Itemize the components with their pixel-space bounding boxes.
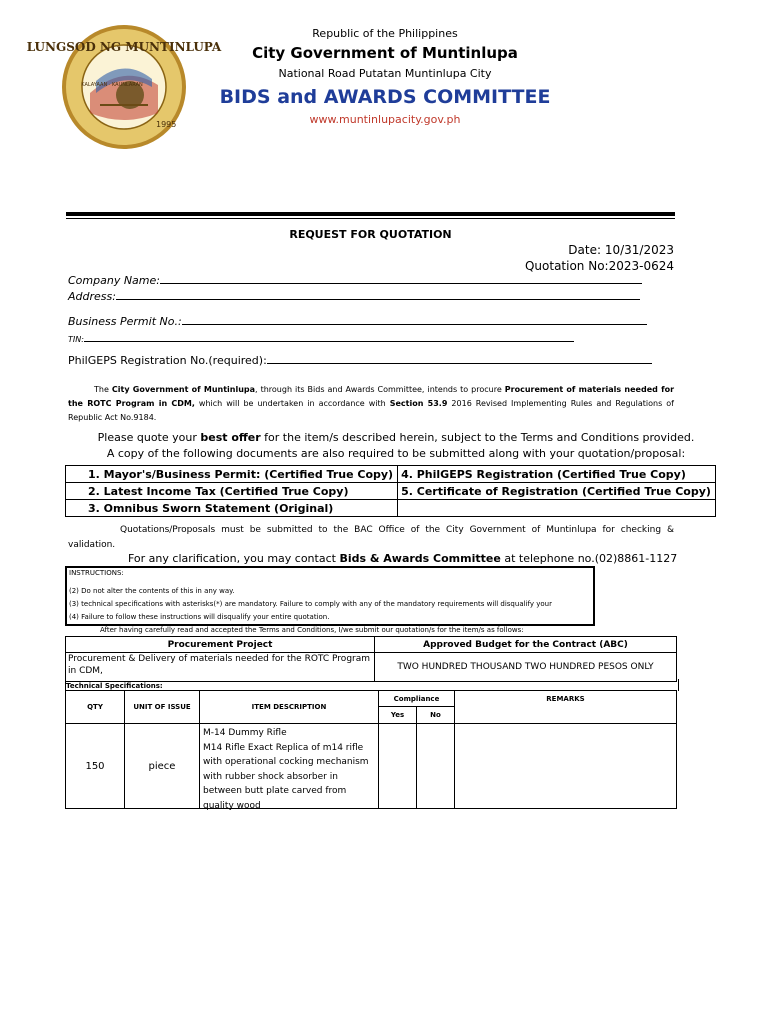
philgeps-label: PhilGEPS Registration No.(required): bbox=[68, 354, 267, 367]
document-item: 2. Latest Income Tax (Certified True Copy) bbox=[66, 483, 398, 500]
compliance-yes-cell[interactable] bbox=[379, 724, 417, 809]
document-item bbox=[398, 500, 716, 517]
svg-text:LUNGSOD NG MUNTINLUPA: LUNGSOD NG MUNTINLUPA bbox=[26, 40, 222, 54]
business-permit-label: Business Permit No.: bbox=[68, 315, 182, 328]
item-description bbox=[200, 724, 379, 809]
description-line: quality wood bbox=[203, 800, 261, 811]
documents-row bbox=[66, 500, 716, 517]
instruction-item: (2) Do not alter the contents of this in any way. bbox=[69, 587, 235, 595]
address-label: Address: bbox=[68, 290, 116, 303]
header-country: Republic of the Philippines bbox=[312, 27, 458, 40]
description-line: M-14 Dummy Rifle bbox=[203, 728, 287, 738]
tin-label: TIN: bbox=[68, 335, 84, 344]
agreement-note: After having carefully read and accepted the Terms and Conditions, I/we submit our quotation/s for the item/s as follows: bbox=[100, 626, 524, 634]
instructions-box bbox=[65, 566, 595, 626]
best-offer-note: Please quote your best offer for the item/s described herein, subject to the Terms and Conditions provided. bbox=[97, 431, 695, 444]
business-permit-field[interactable] bbox=[68, 315, 647, 328]
technical-specifications-table bbox=[65, 690, 677, 809]
procurement-project-value: Procurement & Delivery of materials needed for the ROTC Program in CDM, bbox=[66, 653, 375, 682]
document-item: 5. Certificate of Registration (Certified True Copy) bbox=[398, 483, 716, 500]
city-seal-logo bbox=[26, 23, 222, 151]
header-address: National Road Putatan Muntinlupa City bbox=[278, 67, 492, 80]
description-header: ITEM DESCRIPTION bbox=[200, 691, 379, 724]
abc-value: TWO HUNDRED THOUSAND TWO HUNDRED PESOS ONLY bbox=[375, 653, 677, 682]
remarks-header: REMARKS bbox=[455, 691, 677, 724]
technical-specifications-label: Technical Specifications: bbox=[66, 682, 163, 690]
compliance-yes-header: Yes bbox=[379, 707, 417, 724]
instruction-item: (4) Failure to follow these instructions will disqualify your entire quotation. bbox=[69, 613, 330, 621]
rfq-title: REQUEST FOR QUOTATION bbox=[289, 228, 452, 241]
procurement-project-header: Procurement Project bbox=[66, 637, 375, 653]
documents-row bbox=[66, 483, 716, 500]
header-committee: BIDS and AWARDS COMMITTEE bbox=[219, 86, 551, 108]
compliance-no-cell[interactable] bbox=[417, 724, 455, 809]
header-divider-thin bbox=[66, 218, 675, 219]
description-line: with operational cocking mechanism bbox=[203, 757, 369, 767]
compliance-no-header: No bbox=[417, 707, 455, 724]
abc-header: Approved Budget for the Contract (ABC) bbox=[375, 637, 677, 653]
required-documents-table bbox=[65, 465, 716, 517]
rfq-date: Date: 10/31/2023 bbox=[568, 243, 674, 257]
instruction-item: (3) technical specifications with asterisks(*) are mandatory. Failure to comply with any of the mandatory requirements will disqualify your bbox=[69, 600, 552, 608]
document-item: 3. Omnibus Sworn Statement (Original) bbox=[66, 500, 398, 517]
company-name-label: Company Name: bbox=[68, 274, 160, 287]
description-line: with rubber shock absorber in bbox=[203, 771, 338, 782]
description-line: between butt plate carved from bbox=[203, 786, 347, 796]
submission-note: Quotations/Proposals must be submitted to the BAC Office of the City Government of Muntinlupa for checking & validation. bbox=[68, 525, 674, 550]
philgeps-field[interactable] bbox=[68, 354, 652, 367]
description-line: M14 Rifle Exact Replica of m14 rifle bbox=[203, 742, 364, 753]
documents-required-note: A copy of the following documents are also required to be submitted along with your quotation/proposal: bbox=[106, 447, 686, 460]
clarification-note: For any clarification, you may contact Bids & Awards Committee at telephone no.(02)8861-1127 bbox=[128, 552, 678, 565]
remarks-cell[interactable] bbox=[455, 724, 677, 809]
table-row bbox=[66, 724, 677, 809]
qty-header: QTY bbox=[66, 691, 125, 724]
svg-text:1995: 1995 bbox=[156, 120, 177, 129]
address-field[interactable] bbox=[68, 290, 640, 303]
header-website-link[interactable]: www.muntinlupacity.gov.ph bbox=[309, 113, 461, 126]
header-city-government: City Government of Muntinlupa bbox=[252, 44, 518, 62]
item-unit: piece bbox=[125, 724, 200, 809]
instructions-title: INSTRUCTIONS: bbox=[69, 569, 124, 577]
procurement-table bbox=[65, 636, 677, 682]
documents-row bbox=[66, 466, 716, 483]
unit-header: UNIT OF ISSUE bbox=[125, 691, 200, 724]
item-qty: 150 bbox=[66, 724, 125, 809]
svg-text:KALAYAAN · KAUNLARAN: KALAYAAN · KAUNLARAN bbox=[81, 82, 143, 88]
header-divider bbox=[66, 212, 675, 216]
compliance-header: Compliance bbox=[379, 691, 455, 707]
document-item: 4. PhilGEPS Registration (Certified True Copy) bbox=[398, 466, 716, 483]
company-name-field[interactable] bbox=[68, 274, 642, 287]
rfq-quotation-number: Quotation No:2023-0624 bbox=[524, 259, 674, 273]
intro-paragraph: The City Government of Muntinlupa, through its Bids and Awards Committee, intends to procure Procurement of materials needed for the ROTC Program in CDM, which will be undertaken in accordance with Section 53.9 2016 Revised Implementing Rules and Regulations of Republic Act No.9184. bbox=[68, 385, 675, 422]
tin-field[interactable] bbox=[68, 335, 574, 344]
document-item: 1. Mayor's/Business Permit: (Certified True Copy) bbox=[66, 466, 398, 483]
